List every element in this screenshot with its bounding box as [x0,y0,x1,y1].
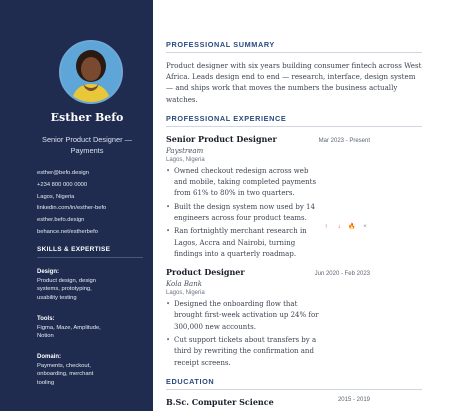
skill-group [37,353,139,388]
skill-group [37,268,139,303]
contact-location: Lagos, Nigeria [37,193,75,200]
skill-group-heading: Tools: [37,315,55,322]
skill-group-text: Payments, checkout, onboarding, merchant tooling [37,362,94,386]
job-location: Lagos, Nigeria [166,156,205,163]
job-title: Senior Product Designer [166,133,277,144]
job-bullet: • Ran fortnightly merchant research in Lagos, Accra and Nairobi, turning findings into a quarterly roadmap. [166,226,320,260]
avatar [59,40,123,104]
contact-linkedin[interactable]: linkedin.com/in/esther-befo [37,205,107,212]
skills-title: SKILLS & EXPERTISE [37,245,143,258]
summary-text: Product designer with six years building consumer fintech across West Africa. Leads design end to end — research, interface, design system — and ships work that moves the numbers the business actually watches. [166,61,422,104]
education-title: EDUCATION [166,377,422,390]
education-entry [166,397,370,407]
job-bullets [166,166,320,260]
skill-group-text: Product design, design systems, prototyping, usability testing [37,277,96,301]
job-company: Kola Bank [166,280,202,289]
experience-title: PROFESSIONAL EXPERIENCE [166,114,422,127]
move-up-icon[interactable]: ↑ [324,224,328,230]
job-bullet: • Owned checkout redesign across web and mobile, taking completed payments from 61% to 80% in two quarters. [166,166,320,200]
contact-email[interactable]: esther@befo.design [37,170,89,176]
resume-main [153,0,460,411]
contact-list [37,168,139,239]
contact-behance[interactable]: behance.net/estherbefo [37,228,98,235]
skill-group-heading: Domain: [37,353,61,360]
job-header [166,134,370,144]
portrait-image [61,42,121,102]
skill-group-text: Figma, Maze, Amplitude, Notion [37,324,101,340]
job-bullets [166,299,320,369]
job-company: Paystream [166,146,204,155]
resume-sidebar [0,0,153,411]
contact-phone[interactable]: +234 800 000 0000 [37,181,88,188]
job-header [166,267,370,277]
job-entry [166,134,460,260]
contact-website[interactable]: esther.befo.design [37,217,85,224]
job-entry [166,267,460,369]
move-down-icon[interactable]: ↓ [337,224,341,230]
skill-group-heading: Design: [37,268,60,275]
job-bullet: • Built the design system now used by 14 engineers across four product teams. [166,202,320,225]
job-location: Lagos, Nigeria [166,290,205,297]
flame-icon[interactable]: 🔥 [348,224,356,230]
bullet-controls [322,223,369,231]
education-dates: 2015 - 2019 [337,396,370,403]
summary-title: PROFESSIONAL SUMMARY [166,40,422,53]
job-bullet: • Cut support tickets about transfers by a third by rewriting the confirmation and receipt screens. [166,335,320,369]
job-dates: Mar 2023 - Present [318,137,370,144]
job-bullet: • Designed the onboarding flow that brought first-week activation up 24% for 300,000 new accounts. [166,299,320,333]
education-degree: B.Sc. Computer Science [166,396,274,407]
skill-group [37,315,139,341]
candidate-name: Esther Befo [50,111,124,124]
job-dates: Jun 2020 - Feb 2023 [314,271,370,278]
job-title: Product Designer [166,267,245,278]
candidate-role: Senior Product Designer — Payments [42,135,132,155]
remove-icon[interactable]: × [363,224,367,230]
